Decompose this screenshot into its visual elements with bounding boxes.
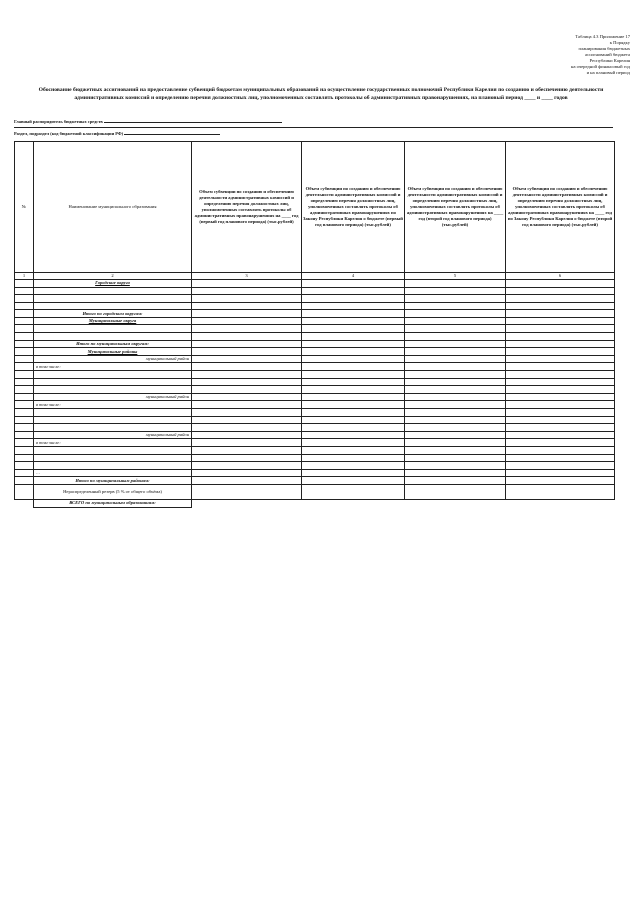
- amount-cell[interactable]: [192, 310, 302, 318]
- table-row: [15, 325, 615, 333]
- amount-cell[interactable]: [192, 371, 302, 379]
- amount-cell[interactable]: [192, 484, 302, 499]
- number-cell: [15, 499, 34, 507]
- header-number: №: [15, 142, 34, 273]
- amount-cell[interactable]: [302, 333, 405, 341]
- amount-cell[interactable]: [405, 287, 506, 295]
- number-cell: [15, 302, 34, 310]
- municipality-cell: Городские округа: [34, 279, 192, 287]
- budget-section-label: Раздел, подраздел (код бюджетной классификации РФ): [14, 131, 124, 136]
- amount-cell[interactable]: [405, 462, 506, 470]
- amount-cell[interactable]: [302, 363, 405, 371]
- amount-cell[interactable]: [405, 446, 506, 454]
- amount-cell[interactable]: [302, 393, 405, 401]
- amount-cell[interactable]: [192, 295, 302, 303]
- amount-cell[interactable]: [506, 378, 615, 386]
- number-cell: [15, 439, 34, 447]
- municipality-cell: муниципальный район: [34, 393, 192, 401]
- municipality-cell: [34, 287, 192, 295]
- amount-cell[interactable]: [506, 446, 615, 454]
- amount-cell[interactable]: [302, 431, 405, 439]
- municipality-cell: Итого по городским округам:: [34, 310, 192, 318]
- amount-cell[interactable]: [302, 378, 405, 386]
- amount-cell[interactable]: [506, 424, 615, 432]
- amount-cell[interactable]: [192, 302, 302, 310]
- amount-cell[interactable]: [192, 386, 302, 394]
- amount-cell[interactable]: [405, 386, 506, 394]
- number-cell: [15, 462, 34, 470]
- municipality-cell: [34, 416, 192, 424]
- municipality-cell: Муниципальные районы: [34, 348, 192, 356]
- amount-cell[interactable]: [405, 393, 506, 401]
- number-cell: [15, 386, 34, 394]
- municipality-cell: в том числе:: [34, 401, 192, 409]
- municipality-cell: ВСЕГО по муниципальным образованиям:: [34, 499, 192, 507]
- number-cell: [15, 446, 34, 454]
- amount-cell[interactable]: [405, 484, 506, 499]
- budget-section-blank[interactable]: [124, 130, 220, 135]
- amount-cell[interactable]: [192, 454, 302, 462]
- table-row: [15, 295, 615, 303]
- header-col-5: Объем субвенции по созданию и обеспечению деятельности административных комиссий и определению перечня должностных лиц, уполномоченных составлять протоколы об административных правонарушениях на ____ год (второй год планового периода) (тыс.рублей): [405, 142, 506, 273]
- amount-cell[interactable]: [405, 439, 506, 447]
- ref-line: на очередной финансовый год: [570, 64, 630, 69]
- header-municipality: Наименование муниципального образования: [34, 142, 192, 273]
- amount-cell[interactable]: [192, 469, 302, 477]
- amount-cell[interactable]: [192, 439, 302, 447]
- amount-cell[interactable]: [405, 348, 506, 356]
- municipality-cell: муниципальный район: [34, 355, 192, 363]
- header-col-4: Объем субвенции по созданию и обеспечению деятельности административных комиссий и определению перечня должностных лиц, уполномоченных составлять протоколы об административных правонарушениях по Закону Республики Карелия о бюджете (первый год планового периода) (тыс.рублей): [302, 142, 405, 273]
- ref-line: планирования бюджетных: [578, 46, 630, 51]
- amount-cell[interactable]: [506, 477, 615, 485]
- subvention-table: [14, 141, 615, 508]
- amount-cell[interactable]: [506, 439, 615, 447]
- col-number: 1: [15, 273, 34, 280]
- amount-cell[interactable]: [192, 446, 302, 454]
- amount-cell[interactable]: [302, 446, 405, 454]
- amount-cell[interactable]: [506, 317, 615, 325]
- table-row: [15, 340, 615, 348]
- amount-cell[interactable]: [506, 348, 615, 356]
- number-cell: [15, 416, 34, 424]
- amount-cell[interactable]: [506, 386, 615, 394]
- number-cell: [15, 333, 34, 341]
- amount-cell[interactable]: [302, 462, 405, 470]
- number-cell: [15, 477, 34, 485]
- table-row: [15, 348, 615, 356]
- amount-cell[interactable]: [405, 371, 506, 379]
- amount-cell[interactable]: [405, 355, 506, 363]
- amount-cell[interactable]: [506, 462, 615, 470]
- municipality-cell: [34, 446, 192, 454]
- amount-cell[interactable]: [405, 325, 506, 333]
- table-row: [15, 363, 615, 371]
- amount-cell[interactable]: [405, 333, 506, 341]
- number-cell: [15, 287, 34, 295]
- amount-cell[interactable]: [302, 439, 405, 447]
- amount-cell[interactable]: [405, 477, 506, 485]
- amount-cell[interactable]: [506, 287, 615, 295]
- amount-cell[interactable]: [302, 325, 405, 333]
- budget-section-field: [14, 130, 220, 136]
- table-row: [15, 439, 615, 447]
- amount-cell[interactable]: [192, 333, 302, 341]
- amount-cell[interactable]: [192, 355, 302, 363]
- amount-cell[interactable]: [192, 401, 302, 409]
- municipality-cell: Итого по муниципальным округам:: [34, 340, 192, 348]
- amount-cell[interactable]: [192, 378, 302, 386]
- ref-line: Таблица 4.3 Приложение 17: [575, 34, 630, 39]
- amount-cell[interactable]: [302, 484, 405, 499]
- table-row: [15, 409, 615, 417]
- table-row: [15, 431, 615, 439]
- municipality-cell: …: [34, 469, 192, 477]
- amount-cell[interactable]: [302, 469, 405, 477]
- amount-cell[interactable]: [506, 431, 615, 439]
- amount-cell[interactable]: [302, 477, 405, 485]
- amount-cell[interactable]: [192, 325, 302, 333]
- amount-cell[interactable]: [506, 310, 615, 318]
- amount-cell[interactable]: [302, 409, 405, 417]
- amount-cell[interactable]: [192, 287, 302, 295]
- amount-cell[interactable]: [405, 424, 506, 432]
- table-row: [15, 378, 615, 386]
- number-cell: [15, 355, 34, 363]
- table-row: [15, 454, 615, 462]
- amount-cell[interactable]: [506, 355, 615, 363]
- col-number: 5: [405, 273, 506, 280]
- municipality-cell: [34, 424, 192, 432]
- municipality-cell: [34, 454, 192, 462]
- amount-cell[interactable]: [506, 340, 615, 348]
- table-row: [15, 416, 615, 424]
- amount-cell[interactable]: [192, 462, 302, 470]
- table-row: [15, 287, 615, 295]
- amount-cell[interactable]: [192, 340, 302, 348]
- number-cell: [15, 424, 34, 432]
- municipality-cell: [34, 302, 192, 310]
- table-row: [15, 386, 615, 394]
- amount-cell[interactable]: [192, 348, 302, 356]
- number-cell: [15, 469, 34, 477]
- municipality-cell: Итого по муниципальным районам:: [34, 477, 192, 485]
- amount-cell[interactable]: [302, 310, 405, 318]
- amount-cell[interactable]: [302, 279, 405, 287]
- number-cell: [15, 317, 34, 325]
- amount-cell[interactable]: [405, 499, 506, 507]
- chief-administrator-label: Главный распорядитель бюджетных средств: [14, 119, 103, 124]
- header-col-6: Объем субвенции по созданию и обеспечению деятельности административных комиссий и определению перечня должностных лиц, уполномоченных составлять протоколы об административных правонарушениях на ____ год по Закону Республики Карелия о бюджете (второй год планового периода) (тыс.рублей): [506, 142, 615, 273]
- amount-cell[interactable]: [506, 302, 615, 310]
- number-cell: [15, 431, 34, 439]
- amount-cell[interactable]: [506, 409, 615, 417]
- amount-cell[interactable]: [405, 409, 506, 417]
- amount-cell[interactable]: [192, 416, 302, 424]
- amount-cell[interactable]: [506, 295, 615, 303]
- col-number: 6: [506, 273, 615, 280]
- amount-cell[interactable]: [302, 386, 405, 394]
- amount-cell[interactable]: [506, 325, 615, 333]
- amount-cell[interactable]: [192, 477, 302, 485]
- number-cell: [15, 484, 34, 499]
- amount-cell[interactable]: [302, 317, 405, 325]
- amount-cell[interactable]: [192, 431, 302, 439]
- number-cell: [15, 363, 34, 371]
- amount-cell[interactable]: [192, 363, 302, 371]
- column-numbers-row: [15, 273, 615, 280]
- col-number: 3: [192, 273, 302, 280]
- number-cell: [15, 393, 34, 401]
- table-row: [15, 401, 615, 409]
- number-cell: [15, 401, 34, 409]
- municipality-cell: в том числе:: [34, 363, 192, 371]
- amount-cell[interactable]: [302, 401, 405, 409]
- document-title: Обоснование бюджетных ассигнований на предоставление субвенций бюджетам муниципальных образований на осуществление государственных полномочий Республики Карелия по созданию и обеспечению деятельности административных комиссий и определению перечня должностных лиц, уполномоченных составлять протоколы об административных правонарушениях, на плановый период ____ и ____ годов: [38, 87, 604, 102]
- municipality-cell: [34, 333, 192, 341]
- table-row: [15, 310, 615, 318]
- amount-cell[interactable]: [506, 393, 615, 401]
- table-row: [15, 499, 615, 507]
- municipality-cell: [34, 386, 192, 394]
- table-row: [15, 317, 615, 325]
- number-cell: [15, 371, 34, 379]
- amount-cell[interactable]: [506, 469, 615, 477]
- amount-cell[interactable]: [506, 484, 615, 499]
- amount-cell[interactable]: [506, 454, 615, 462]
- amount-cell[interactable]: [405, 340, 506, 348]
- col-number: 2: [34, 273, 192, 280]
- amount-cell[interactable]: [405, 317, 506, 325]
- amount-cell[interactable]: [506, 499, 615, 507]
- amount-cell[interactable]: [405, 295, 506, 303]
- chief-administrator-field: [14, 118, 282, 124]
- appendix-reference: [505, 34, 630, 76]
- municipality-cell: Нераспределенный резерв (5 % от общего объёма): [34, 484, 192, 499]
- number-cell: [15, 348, 34, 356]
- amount-cell[interactable]: [192, 393, 302, 401]
- table-row: [15, 477, 615, 485]
- amount-cell[interactable]: [302, 454, 405, 462]
- amount-cell[interactable]: [302, 355, 405, 363]
- table-row: [15, 371, 615, 379]
- amount-cell[interactable]: [506, 363, 615, 371]
- number-cell: [15, 454, 34, 462]
- number-cell: [15, 409, 34, 417]
- ref-line: и на плановый период: [586, 70, 630, 75]
- municipality-cell: Муниципальные округа: [34, 317, 192, 325]
- amount-cell[interactable]: [405, 454, 506, 462]
- municipality-cell: в том числе:: [34, 439, 192, 447]
- amount-cell[interactable]: [192, 424, 302, 432]
- table-row: [15, 469, 615, 477]
- municipality-cell: [34, 371, 192, 379]
- amount-cell[interactable]: [405, 310, 506, 318]
- municipality-cell: [34, 295, 192, 303]
- amount-cell[interactable]: [405, 279, 506, 287]
- ref-line: ассигнований бюджета: [584, 52, 630, 57]
- amount-cell[interactable]: [506, 416, 615, 424]
- amount-cell[interactable]: [192, 409, 302, 417]
- ref-line: к Порядку: [609, 40, 630, 45]
- table-row: [15, 393, 615, 401]
- amount-cell[interactable]: [405, 431, 506, 439]
- amount-cell[interactable]: [506, 401, 615, 409]
- table-row: [15, 355, 615, 363]
- amount-cell[interactable]: [302, 295, 405, 303]
- municipality-cell: [34, 409, 192, 417]
- table-row: [15, 424, 615, 432]
- separator-line: [14, 127, 613, 128]
- amount-cell[interactable]: [302, 287, 405, 295]
- table-row: [15, 333, 615, 341]
- amount-cell[interactable]: [302, 499, 405, 507]
- table-row: [15, 446, 615, 454]
- amount-cell[interactable]: [302, 302, 405, 310]
- ref-line: Республики Карелия: [589, 58, 630, 63]
- amount-cell[interactable]: [192, 279, 302, 287]
- amount-cell[interactable]: [302, 348, 405, 356]
- header-row: [15, 142, 615, 273]
- table-row: [15, 462, 615, 470]
- amount-cell[interactable]: [405, 378, 506, 386]
- municipality-cell: [34, 378, 192, 386]
- amount-cell[interactable]: [405, 363, 506, 371]
- amount-cell[interactable]: [302, 371, 405, 379]
- amount-cell[interactable]: [302, 340, 405, 348]
- amount-cell[interactable]: [405, 401, 506, 409]
- table-row: [15, 302, 615, 310]
- number-cell: [15, 325, 34, 333]
- amount-cell[interactable]: [192, 499, 302, 507]
- chief-administrator-blank[interactable]: [104, 118, 282, 123]
- municipality-cell: муниципальный район: [34, 431, 192, 439]
- amount-cell[interactable]: [506, 279, 615, 287]
- table-row: [15, 279, 615, 287]
- number-cell: [15, 378, 34, 386]
- col-number: 4: [302, 273, 405, 280]
- amount-cell[interactable]: [302, 416, 405, 424]
- amount-cell[interactable]: [192, 317, 302, 325]
- municipality-cell: [34, 325, 192, 333]
- amount-cell[interactable]: [405, 416, 506, 424]
- header-col-3: Объем субвенции по созданию и обеспечению деятельности административных комиссий и определению перечня должностных лиц, уполномоченных составлять протоколы об административных правонарушениях на ____ год (первый год планового периода) (тыс.рублей): [192, 142, 302, 273]
- amount-cell[interactable]: [506, 371, 615, 379]
- number-cell: [15, 340, 34, 348]
- amount-cell[interactable]: [302, 424, 405, 432]
- municipality-cell: [34, 462, 192, 470]
- number-cell: [15, 310, 34, 318]
- table-row: [15, 484, 615, 499]
- amount-cell[interactable]: [405, 302, 506, 310]
- number-cell: [15, 295, 34, 303]
- amount-cell[interactable]: [506, 333, 615, 341]
- number-cell: [15, 279, 34, 287]
- amount-cell[interactable]: [405, 469, 506, 477]
